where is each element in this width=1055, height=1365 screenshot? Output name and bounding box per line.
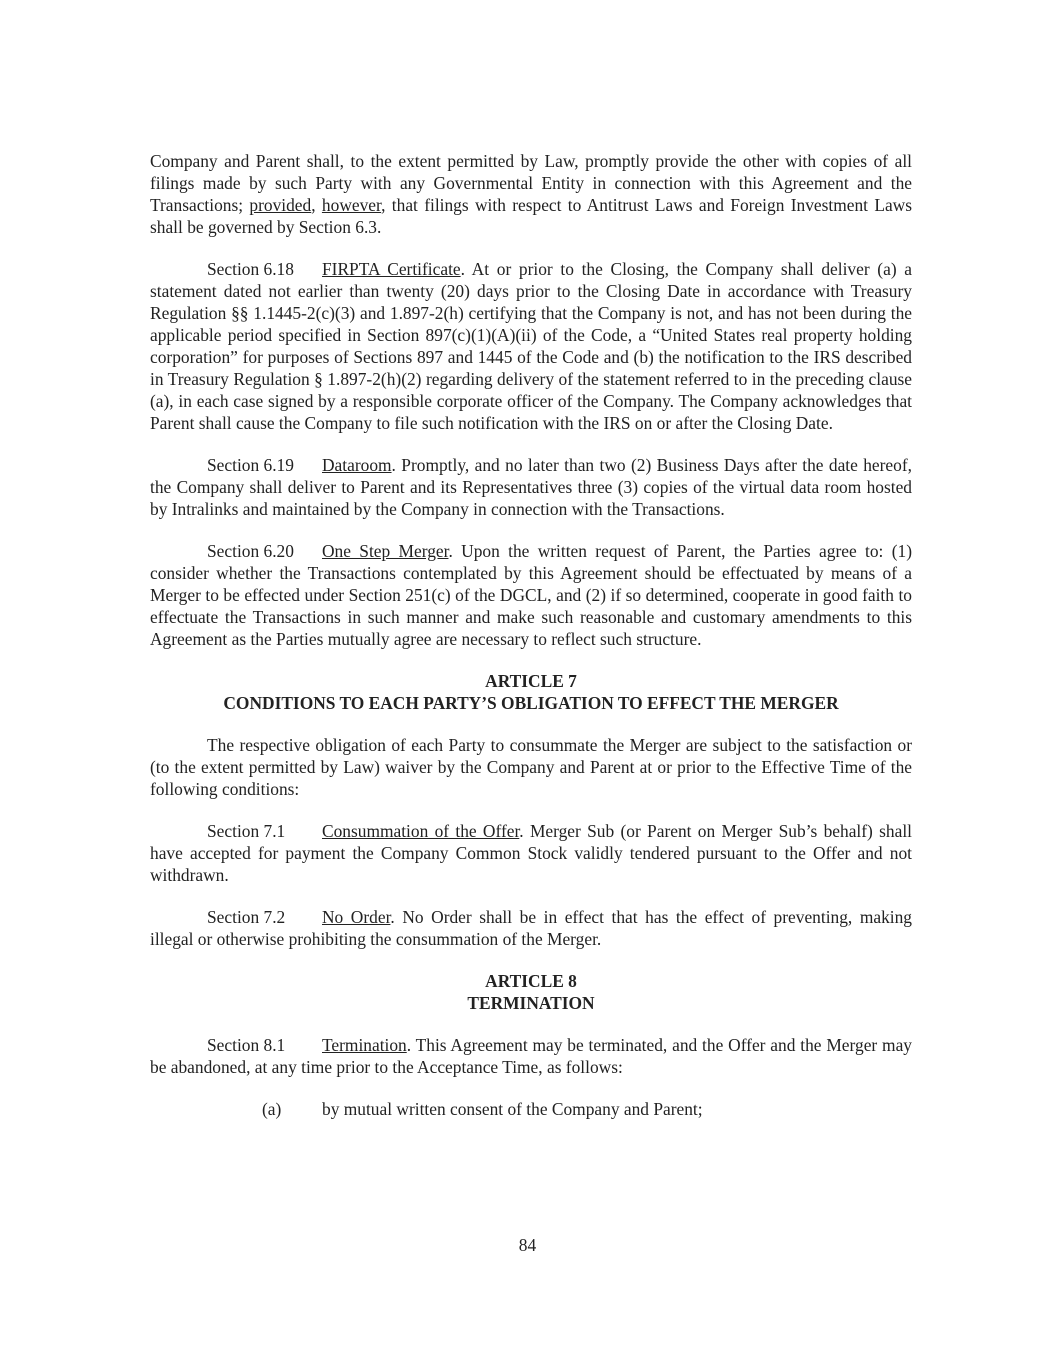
page-number: 84: [518, 1235, 537, 1255]
article-title: CONDITIONS TO EACH PARTY’S OBLIGATION TO EFFECT THE MERGER: [223, 693, 839, 713]
section-text: . Promptly, and no later than two (2) Business Days after the date hereof, the Company shall deliver to Parent and its Representatives three (3) copies of the virtual data room hosted by Intralinks and maintained by the Company in connection with the Transactions.: [150, 455, 912, 519]
section-text: . This Agreement may be terminated, and the Offer and the Merger may be abandoned, at any time prior to the Acceptance Time, as follows:: [150, 1035, 912, 1077]
section-title: Dataroom: [322, 455, 392, 475]
article-number: ARTICLE 8: [485, 971, 577, 991]
comma: ,: [311, 195, 322, 215]
section-title: FIRPTA Certificate: [322, 259, 461, 279]
section-title: One Step Merger: [322, 541, 449, 561]
item-text: by mutual written consent of the Company and Parent;: [322, 1099, 703, 1119]
intro-text: Company and Parent shall, to the extent permitted by Law, promptly provide the other with copies of all filings made by such Party with any Governmental Entity in connection with this Agreement and the Transactions;: [150, 151, 912, 215]
section-text: . No Order shall be in effect that has the effect of preventing, making illegal or otherwise prohibiting the consummation of the Merger.: [150, 907, 912, 949]
section-number: Section 6.18: [207, 259, 294, 279]
intro-paragraph: [150, 150, 912, 238]
section-number: Section 6.19: [207, 455, 294, 475]
section-6-20: [150, 540, 912, 650]
section-title: Termination: [322, 1035, 407, 1055]
section-7-2: [150, 906, 912, 950]
section-title: Consummation of the Offer: [322, 821, 520, 841]
article-7-heading: [150, 670, 912, 714]
section-number: Section 8.1: [207, 1035, 286, 1055]
section-number: Section 7.2: [207, 907, 286, 927]
section-number: Section 7.1: [207, 821, 286, 841]
list-item: [262, 1098, 912, 1120]
section-text: . Merger Sub (or Parent on Merger Sub’s behalf) shall have accepted for payment the Company Common Stock validly tendered pursuant to the Offer and not withdrawn.: [150, 821, 912, 885]
article-title: TERMINATION: [467, 993, 595, 1013]
item-label: (a): [262, 1099, 282, 1119]
article-8-heading: [150, 970, 912, 1014]
however-term: however: [321, 195, 382, 215]
provided-term: provided: [249, 195, 312, 215]
section-number: Section 6.20: [207, 541, 294, 561]
document-page: [150, 150, 912, 1120]
intro-rest: , that filings with respect to Antitrust Laws and Foreign Investment Laws shall be governed by Section 6.3.: [150, 195, 912, 237]
section-text: . Upon the written request of Parent, the Parties agree to: (1) consider whether the Transactions contemplated by this Agreement should be effectuated by means of a Merger to be effected under Section 251(c) of the DGCL, and (2) if so determined, cooperate in good faith to effectuate the Transactions in such manner and make such reasonable and customary amendments to this Agreement as the Parties mutually agree are necessary to reflect such structure.: [150, 541, 912, 649]
section-6-19: [150, 454, 912, 520]
section-8-1: [150, 1034, 912, 1078]
section-7-1: [150, 820, 912, 886]
section-title: No Order: [322, 907, 391, 927]
article-number: ARTICLE 7: [485, 671, 577, 691]
section-6-18: [150, 258, 912, 434]
section-text: . At or prior to the Closing, the Company shall deliver (a) a statement dated not earlier than twenty (20) days prior to the Closing Date in accordance with Treasury Regulation §§ 1.1445-2(c)(3) and 1.897-2(h) certifying that the Company is not, and has not been during the applicable period specified in Section 897(c)(1)(A)(ii) of the Code, a “United States real property holding corporation” for purposes of Sections 897 and 1445 of the Code and (b) the notification to the IRS described in Treasury Regulation § 1.897-2(h)(2) regarding delivery of the statement referred to in the preceding clause (a), in each case signed by a responsible corporate officer of the Company. The Company acknowledges that Parent shall cause the Company to file such notification with the IRS on or after the Closing Date.: [150, 259, 913, 433]
article-7-intro: The respective obligation of each Party to consummate the Merger are subject to the satisfaction or (to the extent permitted by Law) waiver by the Company and Parent at or prior to the Effective Time of the following conditions:: [150, 735, 912, 799]
